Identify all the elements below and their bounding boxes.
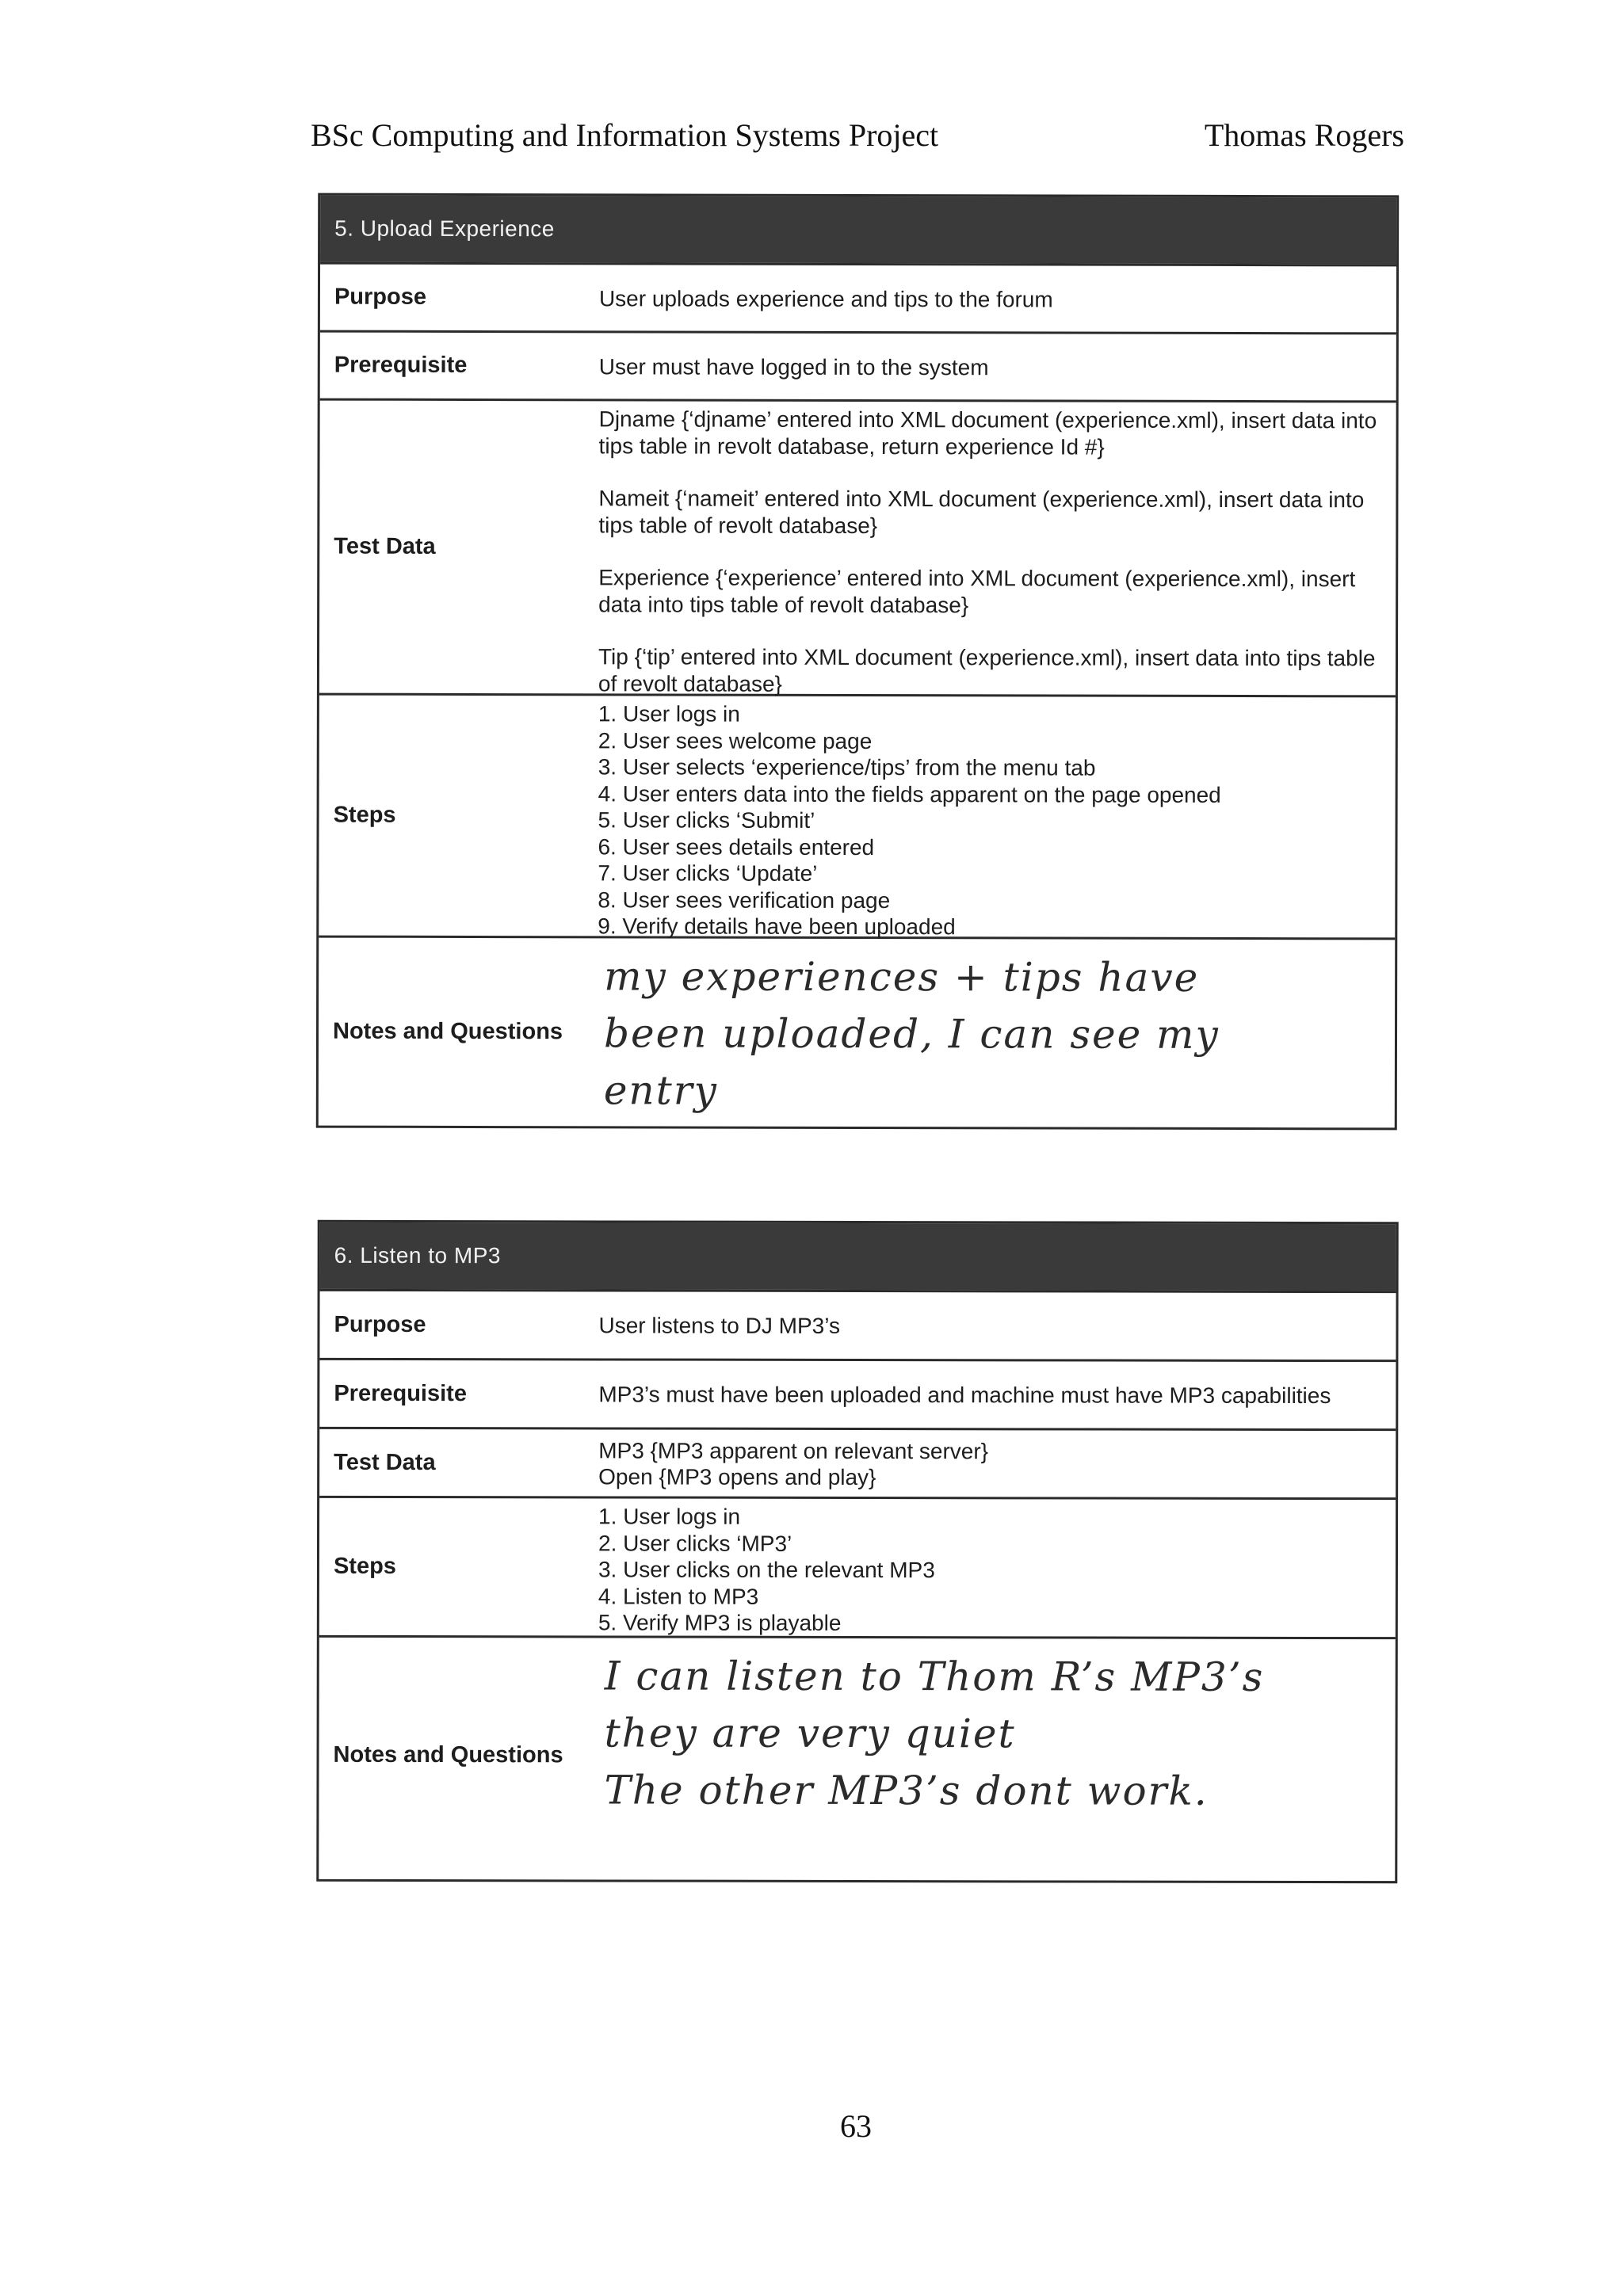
section-title: 5. Upload Experience xyxy=(320,196,1396,265)
purpose-value: User uploads experience and tips to the forum xyxy=(598,285,1053,312)
handwritten-line: been uploaded, I can see my xyxy=(603,1010,1220,1058)
test-data-list xyxy=(589,1429,1396,1497)
step-item: 6. User sees details entered xyxy=(598,833,875,860)
prerequisite-row xyxy=(319,1358,1396,1428)
test-data-item: Djname {‘djname’ entered into XML document (experience.xml), insert data into tips table in revolt database, return experience Id #} xyxy=(598,406,1377,460)
test-case-upload-experience xyxy=(316,193,1399,1131)
test-data-item: MP3 {MP3 apparent on relevant server} xyxy=(598,1437,989,1463)
step-item: 1. User logs in xyxy=(598,1504,741,1529)
step-item: 3. User selects ‘experience/tips’ from the menu tab xyxy=(598,754,1096,780)
test-data-row xyxy=(319,1427,1396,1497)
prerequisite-value: MP3’s must have been uploaded and machine must have MP3 capabilities xyxy=(598,1382,1331,1409)
steps-label: Steps xyxy=(333,802,396,828)
step-item: 7. User clicks ‘Update’ xyxy=(598,860,818,886)
section-title: 6. Listen to MP3 xyxy=(320,1222,1396,1291)
notes-label: Notes and Questions xyxy=(333,1741,563,1768)
handwritten-line: entry xyxy=(603,1067,718,1114)
step-item: 5. User clicks ‘Submit’ xyxy=(598,807,815,833)
notes-label: Notes and Questions xyxy=(332,1018,563,1045)
steps-row xyxy=(319,1496,1396,1637)
prerequisite-label: Prerequisite xyxy=(334,1380,468,1406)
purpose-value: User listens to DJ MP3’s xyxy=(598,1313,840,1338)
purpose-row xyxy=(320,262,1396,333)
test-data-item: Nameit {‘nameit’ entered into XML document (experience.xml), insert data into tips table of revolt database} xyxy=(598,486,1365,539)
test-data-item: Open {MP3 opens and play} xyxy=(598,1464,876,1490)
page-header xyxy=(311,111,1404,158)
purpose-row xyxy=(319,1289,1396,1360)
prerequisite-label: Prerequisite xyxy=(334,352,468,378)
handwritten-line: I can listen to Thom R’s MP3’s xyxy=(604,1653,1265,1700)
notes-row xyxy=(319,1635,1396,1875)
test-data-label: Test Data xyxy=(334,533,436,559)
test-data-item: Experience {‘experience’ entered into XML document (experience.xml), insert data into tips table of revolt database} xyxy=(598,565,1356,618)
header-title: BSc Computing and Information Systems Project xyxy=(311,116,939,153)
prerequisite-row xyxy=(320,330,1396,401)
purpose-label: Purpose xyxy=(334,1311,426,1337)
purpose-label: Purpose xyxy=(334,284,427,310)
handwritten-line: they are very quiet xyxy=(604,1710,1016,1757)
test-case-listen-mp3 xyxy=(316,1220,1398,1883)
step-item: 4. Listen to MP3 xyxy=(598,1583,759,1609)
step-item: 2. User clicks ‘MP3’ xyxy=(598,1530,792,1556)
step-item: 8. User sees verification page xyxy=(598,887,891,913)
handwritten-notes xyxy=(588,1638,1396,1875)
test-data-list xyxy=(589,401,1396,695)
step-item: 2. User sees welcome page xyxy=(598,727,873,753)
handwritten-line: my experiences + tips have xyxy=(604,953,1200,1001)
test-data-row xyxy=(319,399,1396,696)
notes-row xyxy=(319,936,1395,1128)
step-item: 3. User clicks on the relevant MP3 xyxy=(598,1557,935,1583)
prerequisite-value: User must have logged in to the system xyxy=(598,353,989,379)
header-author: Thomas Rogers xyxy=(1204,116,1404,153)
steps-row xyxy=(319,693,1396,938)
steps-list xyxy=(588,696,1396,940)
step-item: 5. Verify MP3 is playable xyxy=(598,1610,842,1635)
test-data-item: Tip {‘tip’ entered into XML document (experience.xml), insert data into tips table of revolt database} xyxy=(598,644,1376,696)
handwritten-notes xyxy=(588,938,1395,1127)
step-item: 1. User logs in xyxy=(598,701,740,727)
step-item: 9. Verify details have been uploaded xyxy=(598,913,956,940)
page-number: 63 xyxy=(840,2108,872,2144)
step-item: 4. User enters data into the fields apparent on the page opened xyxy=(598,780,1221,807)
steps-label: Steps xyxy=(333,1553,396,1579)
handwritten-line: The other MP3’s dont work. xyxy=(604,1767,1209,1814)
test-data-label: Test Data xyxy=(334,1449,436,1475)
steps-list xyxy=(589,1498,1396,1637)
